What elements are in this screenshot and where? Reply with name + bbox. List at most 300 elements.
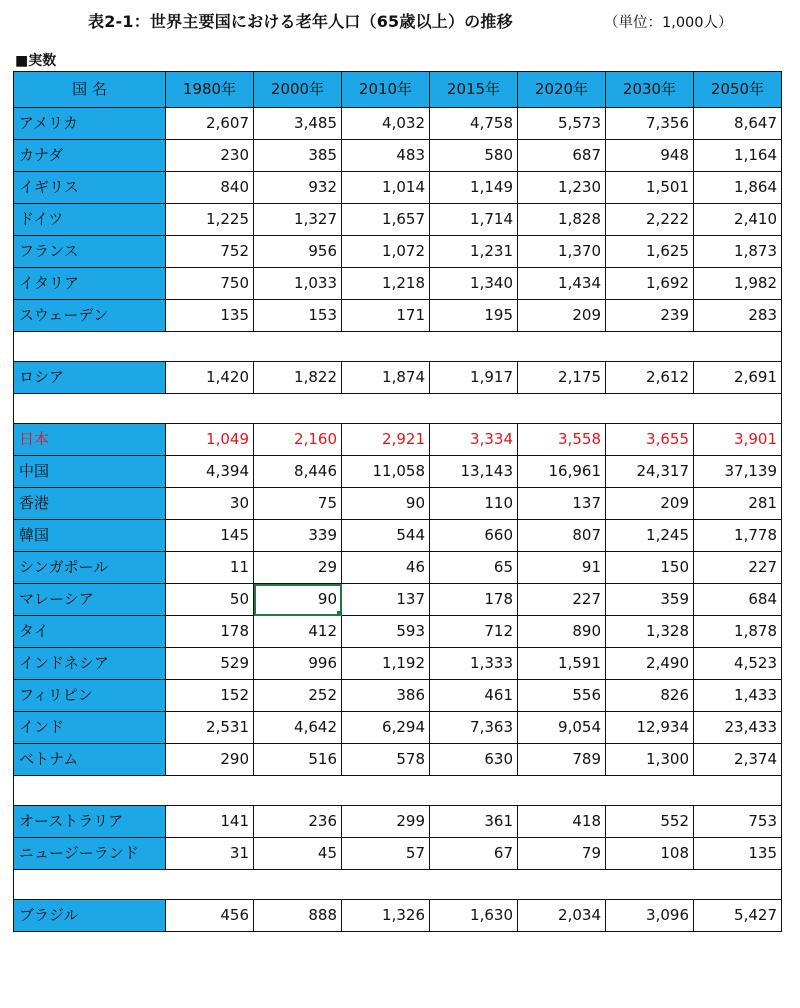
value-cell[interactable]	[254, 648, 342, 680]
value-cell[interactable]	[518, 616, 606, 648]
country-name-cell[interactable]: インドネシア	[14, 648, 166, 680]
value-cell[interactable]	[166, 108, 254, 140]
table-row	[14, 236, 782, 268]
value-cell[interactable]	[166, 712, 254, 744]
country-name-cell[interactable]: ドイツ	[14, 204, 166, 236]
value-text: 789	[572, 750, 601, 768]
value-cell[interactable]	[342, 552, 430, 584]
table-row	[14, 648, 782, 680]
value-cell[interactable]	[166, 680, 254, 712]
value-text: 227	[572, 590, 601, 608]
value-text: 807	[572, 526, 601, 544]
value-cell[interactable]	[430, 172, 518, 204]
header-name-cell[interactable]: 国 名	[14, 72, 166, 108]
value-cell[interactable]	[254, 806, 342, 838]
value-text: 23,433	[724, 718, 777, 736]
value-text: 110	[484, 494, 513, 512]
value-cell[interactable]	[166, 236, 254, 268]
value-cell[interactable]	[606, 300, 694, 332]
value-text: 46	[405, 558, 425, 576]
value-text: 1,333	[470, 654, 513, 672]
table-row	[14, 712, 782, 744]
value-cell[interactable]	[430, 680, 518, 712]
country-name-cell[interactable]: シンガポール	[14, 552, 166, 584]
value-cell[interactable]	[694, 552, 782, 584]
value-cell[interactable]	[606, 456, 694, 488]
value-cell[interactable]	[694, 806, 782, 838]
value-cell[interactable]	[166, 838, 254, 870]
header-year-cell[interactable]: 2000年	[254, 72, 342, 108]
value-cell[interactable]	[342, 712, 430, 744]
value-cell[interactable]	[342, 616, 430, 648]
value-text: 516	[308, 750, 337, 768]
value-text: 3,334	[470, 430, 513, 448]
country-name-cell[interactable]: インド	[14, 712, 166, 744]
value-cell[interactable]	[342, 172, 430, 204]
value-cell[interactable]	[606, 584, 694, 616]
value-text: 1,326	[382, 906, 425, 924]
header-row	[14, 72, 782, 108]
value-text: 1,714	[470, 210, 513, 228]
country-name-cell[interactable]: イタリア	[14, 268, 166, 300]
value-cell[interactable]	[694, 744, 782, 776]
value-cell[interactable]	[342, 680, 430, 712]
value-text: 1,864	[734, 178, 777, 196]
table-row	[14, 680, 782, 712]
value-cell[interactable]	[694, 584, 782, 616]
value-text: 171	[396, 306, 425, 324]
value-cell[interactable]	[518, 712, 606, 744]
value-cell[interactable]	[342, 424, 430, 456]
value-cell[interactable]	[430, 456, 518, 488]
value-cell[interactable]	[518, 744, 606, 776]
value-text: 4,032	[382, 114, 425, 132]
value-cell[interactable]	[342, 236, 430, 268]
value-text: 544	[396, 526, 425, 544]
value-text: 1,873	[734, 242, 777, 260]
value-text: 1,878	[734, 622, 777, 640]
value-cell[interactable]	[342, 520, 430, 552]
value-cell[interactable]	[430, 584, 518, 616]
header-year-cell[interactable]: 2050年	[694, 72, 782, 108]
value-text: 2,691	[734, 368, 777, 386]
value-cell[interactable]	[606, 362, 694, 394]
value-cell[interactable]	[254, 616, 342, 648]
value-cell[interactable]	[342, 140, 430, 172]
value-cell[interactable]	[342, 900, 430, 932]
value-cell[interactable]	[166, 488, 254, 520]
value-text: 1,822	[294, 368, 337, 386]
value-text: 3,485	[294, 114, 337, 132]
header-year-cell[interactable]: 1980年	[166, 72, 254, 108]
value-cell[interactable]	[518, 488, 606, 520]
value-text: 1,192	[382, 654, 425, 672]
value-cell[interactable]	[518, 806, 606, 838]
value-text: 4,523	[734, 654, 777, 672]
value-text: 45	[317, 844, 337, 862]
country-name-cell[interactable]: スウェーデン	[14, 300, 166, 332]
value-text: 1,591	[558, 654, 601, 672]
value-cell[interactable]	[694, 362, 782, 394]
value-cell[interactable]	[254, 362, 342, 394]
empty-cell[interactable]	[14, 332, 782, 362]
header-year-cell[interactable]: 2015年	[430, 72, 518, 108]
selected-value-cell[interactable]	[254, 584, 342, 616]
value-text: 152	[220, 686, 249, 704]
value-cell[interactable]	[254, 172, 342, 204]
value-text: 141	[220, 812, 249, 830]
value-cell[interactable]	[254, 680, 342, 712]
value-text: 1,014	[382, 178, 425, 196]
value-cell[interactable]	[166, 552, 254, 584]
value-text: 1,370	[558, 242, 601, 260]
country-name-cell[interactable]: カナダ	[14, 140, 166, 172]
value-cell[interactable]	[606, 108, 694, 140]
value-cell[interactable]	[254, 456, 342, 488]
value-cell[interactable]	[254, 140, 342, 172]
value-text: 2,410	[734, 210, 777, 228]
value-cell[interactable]	[342, 204, 430, 236]
country-name-cell[interactable]: イギリス	[14, 172, 166, 204]
value-text: 1,230	[558, 178, 601, 196]
value-text: 412	[308, 622, 337, 640]
value-text: 1,340	[470, 274, 513, 292]
value-cell[interactable]	[694, 300, 782, 332]
value-cell[interactable]	[694, 424, 782, 456]
value-cell[interactable]	[254, 900, 342, 932]
value-text: 3,096	[646, 906, 689, 924]
value-text: 660	[484, 526, 513, 544]
value-cell[interactable]	[254, 520, 342, 552]
value-cell[interactable]	[606, 424, 694, 456]
value-text: 1,225	[206, 210, 249, 228]
value-cell[interactable]	[694, 236, 782, 268]
value-text: 3,655	[646, 430, 689, 448]
value-cell[interactable]	[694, 838, 782, 870]
value-text: 153	[308, 306, 337, 324]
value-text: 1,245	[646, 526, 689, 544]
header-year-cell[interactable]: 2010年	[342, 72, 430, 108]
country-name-cell[interactable]: フィリピン	[14, 680, 166, 712]
value-cell[interactable]	[606, 520, 694, 552]
country-name-cell[interactable]: 韓国	[14, 520, 166, 552]
value-cell[interactable]	[606, 680, 694, 712]
empty-cell[interactable]	[14, 394, 782, 424]
value-cell[interactable]	[518, 140, 606, 172]
fill-handle[interactable]	[337, 611, 342, 616]
value-cell[interactable]	[430, 424, 518, 456]
value-cell[interactable]	[694, 140, 782, 172]
value-cell[interactable]	[342, 362, 430, 394]
empty-cell[interactable]	[14, 870, 782, 900]
value-text: 1,300	[646, 750, 689, 768]
value-cell[interactable]	[430, 140, 518, 172]
table-row	[14, 900, 782, 932]
value-text: 948	[660, 146, 689, 164]
value-text: 1,625	[646, 242, 689, 260]
value-cell[interactable]	[254, 424, 342, 456]
value-cell[interactable]	[166, 424, 254, 456]
value-text: 137	[396, 590, 425, 608]
country-name-cell[interactable]: 日本	[14, 424, 166, 456]
value-cell[interactable]	[694, 900, 782, 932]
value-cell[interactable]	[342, 456, 430, 488]
value-cell[interactable]	[254, 268, 342, 300]
value-cell[interactable]	[518, 108, 606, 140]
spacer-row	[14, 870, 782, 900]
value-text: 385	[308, 146, 337, 164]
value-cell[interactable]	[342, 584, 430, 616]
spacer-row	[14, 332, 782, 362]
value-text: 339	[308, 526, 337, 544]
value-cell[interactable]	[166, 520, 254, 552]
value-cell[interactable]	[166, 648, 254, 680]
value-text: 890	[572, 622, 601, 640]
value-text: 4,394	[206, 462, 249, 480]
value-cell[interactable]	[166, 584, 254, 616]
value-text: 67	[493, 844, 513, 862]
value-text: 529	[220, 654, 249, 672]
table-title: 表2-1：世界主要国における老年人口（65歳以上）の推移	[88, 12, 513, 31]
value-text: 1,164	[734, 146, 777, 164]
country-name-cell[interactable]: ロシア	[14, 362, 166, 394]
value-cell[interactable]	[430, 552, 518, 584]
value-cell[interactable]	[694, 488, 782, 520]
value-text: 753	[748, 812, 777, 830]
country-name-cell[interactable]: マレーシア	[14, 584, 166, 616]
table-row	[14, 268, 782, 300]
value-text: 456	[220, 906, 249, 924]
value-cell[interactable]	[694, 680, 782, 712]
table-row	[14, 204, 782, 236]
value-text: 593	[396, 622, 425, 640]
value-text: 79	[581, 844, 601, 862]
value-cell[interactable]	[430, 236, 518, 268]
value-cell[interactable]	[342, 488, 430, 520]
value-cell[interactable]	[606, 838, 694, 870]
country-name-cell[interactable]: オーストラリア	[14, 806, 166, 838]
value-cell[interactable]	[606, 140, 694, 172]
value-cell[interactable]	[606, 744, 694, 776]
country-name-cell[interactable]: 中国	[14, 456, 166, 488]
table-body	[14, 108, 782, 932]
value-cell[interactable]	[342, 108, 430, 140]
value-text: 361	[484, 812, 513, 830]
value-text: 996	[308, 654, 337, 672]
value-cell[interactable]	[166, 172, 254, 204]
table-row	[14, 744, 782, 776]
value-cell[interactable]	[518, 584, 606, 616]
value-cell[interactable]	[430, 648, 518, 680]
value-text: 90	[405, 494, 425, 512]
value-cell[interactable]	[166, 362, 254, 394]
value-cell[interactable]	[518, 456, 606, 488]
value-text: 1,692	[646, 274, 689, 292]
value-cell[interactable]	[166, 616, 254, 648]
value-text: 630	[484, 750, 513, 768]
value-cell[interactable]	[254, 300, 342, 332]
value-cell[interactable]	[606, 488, 694, 520]
value-text: 57	[405, 844, 425, 862]
value-cell[interactable]	[518, 362, 606, 394]
value-text: 1,982	[734, 274, 777, 292]
value-text: 712	[484, 622, 513, 640]
value-text: 31	[229, 844, 249, 862]
value-text: 1,778	[734, 526, 777, 544]
value-cell[interactable]	[518, 680, 606, 712]
value-text: 16,961	[548, 462, 601, 480]
value-cell[interactable]	[606, 552, 694, 584]
value-text: 11,058	[372, 462, 425, 480]
value-cell[interactable]	[254, 838, 342, 870]
country-name-cell[interactable]: フランス	[14, 236, 166, 268]
value-cell[interactable]	[430, 616, 518, 648]
value-cell[interactable]	[254, 712, 342, 744]
value-cell[interactable]	[518, 268, 606, 300]
value-cell[interactable]	[694, 268, 782, 300]
value-cell[interactable]	[694, 648, 782, 680]
value-cell[interactable]	[430, 838, 518, 870]
value-cell[interactable]	[606, 806, 694, 838]
value-cell[interactable]	[606, 172, 694, 204]
value-cell[interactable]	[430, 300, 518, 332]
value-text: 556	[572, 686, 601, 704]
value-cell[interactable]	[342, 300, 430, 332]
country-name-cell[interactable]: ベトナム	[14, 744, 166, 776]
value-text: 209	[660, 494, 689, 512]
value-cell[interactable]	[694, 520, 782, 552]
empty-cell[interactable]	[14, 776, 782, 806]
value-cell[interactable]	[518, 552, 606, 584]
value-cell[interactable]	[606, 204, 694, 236]
value-cell[interactable]	[342, 744, 430, 776]
value-cell[interactable]	[518, 424, 606, 456]
value-cell[interactable]	[430, 900, 518, 932]
spacer-row	[14, 776, 782, 806]
value-text: 30	[229, 494, 249, 512]
header-year-cell[interactable]: 2020年	[518, 72, 606, 108]
value-text: 1,501	[646, 178, 689, 196]
value-text: 7,363	[470, 718, 513, 736]
value-cell[interactable]	[606, 268, 694, 300]
value-text: 239	[660, 306, 689, 324]
value-text: 5,427	[734, 906, 777, 924]
value-cell[interactable]	[430, 520, 518, 552]
value-cell[interactable]	[342, 648, 430, 680]
value-text: 684	[748, 590, 777, 608]
value-text: 418	[572, 812, 601, 830]
value-cell[interactable]	[342, 806, 430, 838]
value-cell[interactable]	[254, 108, 342, 140]
table-row	[14, 172, 782, 204]
value-cell[interactable]	[606, 712, 694, 744]
value-cell[interactable]	[254, 204, 342, 236]
value-cell[interactable]	[166, 300, 254, 332]
value-cell[interactable]	[694, 712, 782, 744]
value-cell[interactable]	[342, 268, 430, 300]
value-cell[interactable]	[430, 204, 518, 236]
value-text: 11	[229, 558, 249, 576]
country-name-cell[interactable]: タイ	[14, 616, 166, 648]
value-cell[interactable]	[518, 172, 606, 204]
value-cell[interactable]	[694, 172, 782, 204]
value-cell[interactable]	[430, 268, 518, 300]
value-cell[interactable]	[430, 806, 518, 838]
population-table	[13, 71, 782, 932]
value-cell[interactable]	[166, 900, 254, 932]
value-cell[interactable]	[254, 236, 342, 268]
country-name-cell[interactable]: 香港	[14, 488, 166, 520]
value-cell[interactable]	[166, 456, 254, 488]
value-cell[interactable]	[606, 616, 694, 648]
value-cell[interactable]	[606, 648, 694, 680]
value-cell[interactable]	[166, 744, 254, 776]
country-name-cell[interactable]: ニュージーランド	[14, 838, 166, 870]
value-cell[interactable]	[606, 236, 694, 268]
value-text: 888	[308, 906, 337, 924]
unit-note: （単位：1,000人）	[604, 15, 733, 31]
value-cell[interactable]	[518, 300, 606, 332]
value-text: 3,558	[558, 430, 601, 448]
value-text: 227	[748, 558, 777, 576]
value-cell[interactable]	[342, 838, 430, 870]
value-cell[interactable]	[606, 900, 694, 932]
value-text: 7,356	[646, 114, 689, 132]
value-text: 687	[572, 146, 601, 164]
header-year-cell[interactable]: 2030年	[606, 72, 694, 108]
country-name-cell[interactable]: ブラジル	[14, 900, 166, 932]
value-cell[interactable]	[430, 108, 518, 140]
value-text: 956	[308, 242, 337, 260]
value-text: 299	[396, 812, 425, 830]
value-cell[interactable]	[430, 362, 518, 394]
value-cell[interactable]	[518, 648, 606, 680]
spacer-row	[14, 394, 782, 424]
value-cell[interactable]	[518, 900, 606, 932]
country-name-cell[interactable]: アメリカ	[14, 108, 166, 140]
value-cell[interactable]	[166, 268, 254, 300]
value-cell[interactable]	[166, 140, 254, 172]
value-cell[interactable]	[518, 204, 606, 236]
value-cell[interactable]	[430, 712, 518, 744]
value-cell[interactable]	[430, 744, 518, 776]
value-text: 1,420	[206, 368, 249, 386]
table-row	[14, 552, 782, 584]
value-text: 137	[572, 494, 601, 512]
value-text: 2,160	[294, 430, 337, 448]
value-cell[interactable]	[518, 520, 606, 552]
value-cell[interactable]	[518, 838, 606, 870]
value-text: 2,607	[206, 114, 249, 132]
value-cell[interactable]	[694, 456, 782, 488]
value-cell[interactable]	[694, 108, 782, 140]
value-cell[interactable]	[166, 806, 254, 838]
value-cell[interactable]	[254, 488, 342, 520]
value-text: 150	[660, 558, 689, 576]
value-text: 2,222	[646, 210, 689, 228]
value-text: 752	[220, 242, 249, 260]
value-cell[interactable]	[694, 616, 782, 648]
value-cell[interactable]	[166, 204, 254, 236]
value-cell[interactable]	[518, 236, 606, 268]
value-cell[interactable]	[694, 204, 782, 236]
value-cell[interactable]	[254, 552, 342, 584]
table-row	[14, 362, 782, 394]
value-text: 2,612	[646, 368, 689, 386]
value-cell[interactable]	[254, 744, 342, 776]
value-text: 135	[220, 306, 249, 324]
value-cell[interactable]	[430, 488, 518, 520]
